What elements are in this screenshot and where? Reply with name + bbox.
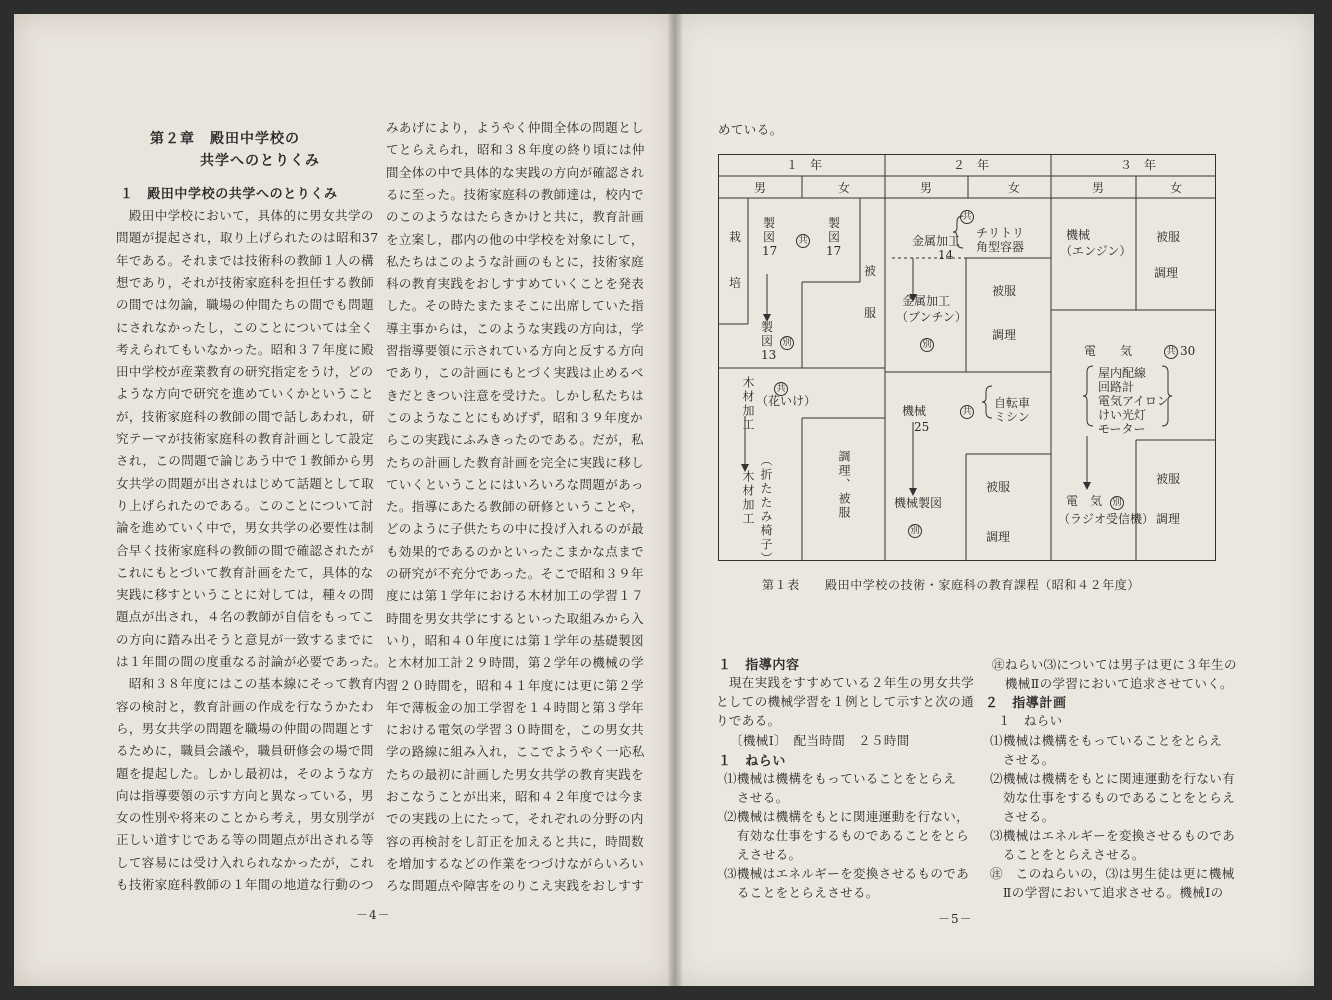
y1-seizu-boy-hours: 17: [762, 244, 778, 258]
text-line: 私たちはこのような計画のもとに，技術家庭: [386, 253, 645, 269]
y1-mokuzai2: 木材加工: [741, 470, 755, 526]
text-line: るに至った。技術家庭科の教師達は，校内で: [386, 186, 645, 202]
text-line: どのように子供たちの中に投げ入れるのが最: [386, 521, 645, 537]
y1-betsu-badge: [780, 334, 794, 350]
text-line: の研究が不充分であった。そこで昭和３９年: [386, 566, 644, 581]
y2-girl-header: 女: [1008, 181, 1021, 195]
y2-kyo2-badge: [960, 403, 974, 419]
text-line: ることをとらえさせる。: [724, 885, 879, 900]
page-number-left: －4－: [356, 908, 391, 922]
y3-kikai: 機械: [1066, 228, 1091, 242]
text-line: 容の検討と，教育計画の作成を行なうかたわ: [116, 698, 375, 714]
right-col2-heading: ２ 指導計画: [985, 696, 1067, 711]
y2-hifuku2: 被服: [986, 480, 1011, 494]
text-line: らこの実践にふみきったのである。だが，私: [386, 432, 645, 448]
text-line: 殿田中学校において，具体的に男女共学の: [116, 208, 374, 223]
text-line: 年で薄板金の加工学習を１４時間と第３学年: [386, 699, 645, 715]
text-line: ⑵機械は機構をもとに関連運動を行ない有: [990, 771, 1236, 786]
text-line: させる。: [724, 790, 789, 805]
text-line: 正しい道すじである等の問題点が出される等: [116, 832, 375, 848]
right-heading-1: １ 指導内容: [718, 658, 800, 673]
text-line: Ⅱの学習において追求させる。機械Ⅰの: [990, 885, 1224, 900]
text-line: いり，昭和４０年度には第１学年の基礎製図: [386, 632, 645, 648]
text-line: の方向に踏み出そうと意見が一致するまでに: [116, 631, 375, 647]
text-line: このようなことにもめげず，昭和３９年度か: [386, 409, 644, 425]
text-line: きだときつい注意を受けた。しかし私たちは: [386, 387, 645, 403]
y1-mokuzai1: 木材加工: [741, 376, 755, 432]
text-line: も効果的であるのかといったこまかな点まで: [386, 543, 645, 559]
text-line: 合早く技術家庭科の教師の間で確認されたが: [116, 542, 375, 558]
y3-item-1: 屋内配線: [1098, 366, 1147, 380]
text-line: 考えられてもいなかった。昭和３７年度に殿: [116, 341, 375, 357]
y2-betsu-badge: [920, 336, 934, 352]
text-line: を立案し，郡内の他の中学校を対象にして，: [386, 231, 644, 247]
chapter-title-line1: 第２章 殿田中学校の: [150, 131, 300, 147]
text-line: での実践の上にたって，それぞれの分野の内: [386, 811, 644, 827]
y1-seizu13-hours: 13: [761, 348, 777, 362]
kikai-line: 〔機械Ⅰ〕 配当時間 ２５時間: [730, 733, 910, 748]
text-line: が，技術家庭科の教師の間で話しあわれ，研: [116, 408, 375, 424]
y1-seizu-boy-1: 製: [763, 216, 776, 230]
text-line: たちの最初に計画した男女共学の教育実践を: [386, 766, 645, 782]
text-line: 習２０時間を，昭和４１年度には更に第２学: [386, 677, 645, 693]
text-line: 現在実践をすすめている２年生の男女共学: [716, 675, 975, 690]
text-line: 科の教育実践をおしすすめていくことを発表: [386, 276, 645, 292]
text-line: も技術家庭科教師の１年間の地道な行動のつ: [116, 877, 375, 892]
year2-header: ２ 年: [953, 158, 990, 172]
text-line: 想であり，それが技術家庭科を担任する教師: [116, 274, 375, 290]
text-line: にされなかったし，このことについては全く: [116, 319, 374, 335]
text-line: して容易には受け入れられなかったが，これ: [116, 854, 375, 870]
chapter-title-line2: 共学へのとりくみ: [200, 153, 320, 169]
y1-hifuku-2: 服: [864, 306, 877, 320]
y1-saibai-top: 栽: [729, 230, 742, 244]
text-line: 間全体の中で具体的な実践の方向が確認され: [386, 164, 645, 180]
y1-seizu-girl-hours: 17: [826, 244, 842, 258]
y3-item-2: 回路計: [1098, 380, 1135, 394]
text-line: みあげにより，ようやく仲間全体の問題とし: [386, 120, 645, 135]
y2-kikai: 機械: [902, 404, 927, 418]
kyo-badge: 共: [774, 382, 788, 396]
right-heading-2: １ ねらい: [718, 754, 787, 769]
text-line: ⑴機械は機構をもっていることをとらえ: [724, 771, 957, 786]
text-line: され，この問題で論じあう中で１教師から男: [116, 453, 375, 469]
continued-line: めている。: [718, 122, 783, 137]
book-gutter: [668, 14, 682, 986]
y1-seizu13-1: 製: [761, 320, 774, 334]
y2-chiritori: チリトリ: [976, 226, 1025, 240]
text-line: と木材加工計２９時間，第２学年の機械の学: [386, 655, 645, 671]
text-line: としての機械学習を１例として示すと次の通: [716, 694, 975, 709]
y2-betsu2-badge: [908, 522, 922, 538]
right-col2-sub: １ ねらい: [998, 713, 1063, 728]
text-line: ㊟ このねらいの，⑶は男生徒は更に機械: [990, 866, 1235, 881]
kyo-badge: 共: [1164, 345, 1178, 359]
text-line: たちの計画した教育計画を完全に実践に移し: [386, 454, 645, 470]
kyo-badge: 共: [960, 210, 974, 224]
y3-radio: （ラジオ受信機）: [1058, 512, 1155, 526]
text-line: ⑶機械はエネルギーを変換させるものであ: [990, 828, 1236, 843]
table-caption: 第１表 殿田中学校の技術・家庭科の教育課程（昭和４２年度）: [762, 578, 1141, 592]
y1-boy-header: 男: [754, 181, 767, 195]
page-number-right: －5－: [938, 912, 973, 926]
y2-jitensha: 自転車: [994, 396, 1031, 410]
y2-boy-header: 男: [920, 181, 933, 195]
text-line: であり，この計画にもとづく実践は止めるべ: [386, 365, 644, 381]
text-line: のこのようなはたらきかけと共に，教育計画: [386, 209, 645, 225]
y3-item-5: モーター: [1098, 422, 1146, 436]
y1-hifuku-1: 被: [864, 264, 877, 278]
text-line: るために，職員会議や，職員研修会の場で問: [116, 743, 374, 759]
text-line: た。指導にあたる教師の研修ということや，: [386, 499, 644, 515]
text-line: ろな問題点や障害をのりこえ実践をおしすす: [386, 878, 645, 894]
text-line: ㊟ねらい⑶については男子は更に３年生の: [992, 657, 1237, 672]
y2-bunchin: （ブンチン）: [896, 310, 967, 324]
y2-kikai-hours: 25: [914, 420, 930, 434]
y1-seizu-boy-2: 図: [763, 230, 776, 244]
y3-item-4: けい光灯: [1098, 408, 1147, 422]
y3-boy-header: 男: [1092, 181, 1105, 195]
text-line: 年である。それまでは技術科の教師１人の構: [116, 252, 375, 268]
betsu-badge: 別: [780, 336, 794, 350]
y2-kikai-seizu: 機械製図: [894, 496, 943, 510]
text-line: は１年間の間の度重なる討論が必要であった。: [116, 654, 387, 669]
y2-kyo-badge: [960, 208, 974, 224]
y3-hifuku2: 被服: [1156, 472, 1181, 486]
text-line: の間では勿論，職場の仲間たちの間でも問題: [116, 297, 375, 313]
y1-oritatami: （折たたみ椅子）: [759, 454, 773, 566]
y1-saibai-bottom: 培: [729, 276, 742, 290]
text-line: 度には第１学年における木材加工の学習１７: [386, 588, 645, 604]
text-line: 究テーマが技術家庭科の教育計画として設定: [116, 431, 375, 446]
y1-girl-header: 女: [838, 181, 851, 195]
y1-seizu-girl-2: 図: [828, 230, 841, 244]
text-line: 論を進めていく中で，男女共学の必要性は制: [116, 520, 374, 536]
y2-chouri: 調理: [992, 328, 1017, 342]
text-line: おこなうことが出来，昭和４２年度では今ま: [386, 789, 645, 804]
betsu-badge: 別: [908, 524, 922, 538]
y1-seizu13-2: 図: [761, 334, 774, 348]
text-line: 向は指導要領の示す方向と異なっている，男: [116, 787, 375, 803]
year3-header: ３ 年: [1120, 158, 1157, 172]
y2-kinzoku2: 金属加工: [902, 294, 951, 308]
text-line: 題を提起した。しかし最初は，そのような方: [116, 765, 375, 781]
text-line: ⑶機械はエネルギーを変換させるものであ: [724, 866, 970, 881]
y3-engine: （エンジン）: [1060, 244, 1132, 258]
text-line: 実践に移すということに対しては，種々の問: [116, 587, 375, 603]
text-line: ⑴機械は機構をもっていることをとらえ: [990, 733, 1223, 748]
text-line: 習指導要領に示されている方向と反する方向: [386, 343, 645, 358]
text-line: 女の性別や将来のことから考え，男女別学が: [116, 810, 375, 826]
y2-kinzoku1-hours: 14: [938, 248, 954, 262]
text-line: 有効な仕事をするものであることをとら: [724, 828, 970, 843]
text-line: えさせる。: [724, 847, 802, 862]
y2-kakugata: 角型容器: [976, 240, 1025, 254]
y3-chouri2: 調理: [1156, 512, 1181, 526]
year1-header: １ 年: [786, 158, 823, 172]
y2-chouri2: 調理: [986, 530, 1011, 544]
text-line: 昭和３８年度にはこの基本線にそって教育内: [116, 676, 387, 692]
text-line: 女共学の問題が出されはじめて話題として取: [116, 475, 375, 491]
y3-girl-header: 女: [1170, 181, 1183, 195]
text-line: ていくということにはいろいろな問題があっ: [386, 476, 644, 492]
y3-item-3: 電気アイロン: [1098, 394, 1169, 408]
betsu-badge: 別: [1110, 496, 1124, 510]
y3-chouri: 調理: [1154, 266, 1179, 280]
y3-denki-hours: 30: [1180, 344, 1196, 358]
text-line: 機械Ⅱの学習において追求させていく。: [992, 676, 1233, 691]
text-line: りである。: [716, 713, 781, 728]
text-line: ⑵機械は機構をもとに関連運動を行ない，: [724, 809, 970, 824]
text-line: 時間を男女共学にするといった取組みから入: [386, 610, 645, 626]
text-line: り上げられたのである。このことについて討: [116, 497, 374, 513]
y1-hanaike: （花いけ）: [756, 394, 817, 408]
y3-denki: 電 気: [1066, 494, 1103, 508]
text-line: ることをとらえさせる。: [990, 847, 1145, 862]
text-line: 効な仕事をするものであることをとらえ: [990, 790, 1236, 805]
y3-hifuku: 被服: [1156, 230, 1181, 244]
text-line: した。その時たまたまそこに出席していた指: [386, 298, 645, 314]
text-line: 導主事からは，このような実践の方向は，学: [386, 320, 645, 336]
text-line: における電気の学習３０時間を，この男女共: [386, 722, 645, 738]
text-line: させる。: [990, 809, 1055, 824]
kyo-badge: 共: [960, 405, 974, 419]
text-line: を増加するなどの作業をつづけながらいろい: [386, 855, 645, 871]
y2-hifuku: 被服: [992, 284, 1017, 298]
text-line: 容の再検討をし訂正を加えると共に，時間数: [386, 833, 645, 849]
text-line: これにもとづいて教育計画をたて，具体的な: [116, 564, 374, 580]
y3-betsu-badge: [1110, 494, 1124, 510]
curriculum-table: [718, 154, 1216, 566]
kyo-badge: 共: [796, 234, 810, 248]
text-line: 田中学校が産業教育の研究指定をうけ，どの: [116, 364, 374, 380]
section-heading: １ 殿田中学校の共学へのとりくみ: [120, 187, 338, 202]
text-line: させる。: [990, 752, 1055, 767]
y2-mishin: ミシン: [994, 410, 1030, 424]
text-line: ような方向で研究を進めていくかということ: [116, 386, 375, 402]
y1-seizu-girl-1: 製: [828, 216, 841, 230]
text-line: ら，男女共学の問題を職場の仲間の問題とす: [116, 720, 375, 736]
text-line: 問題が提起され，取り上げられたのは昭和37: [116, 230, 379, 246]
y3-denki-header: 電 気: [1084, 344, 1133, 358]
text-line: 学の路線に組み入れ，ここでようやく一応私: [386, 744, 645, 760]
y2-kinzoku1: 金属加工: [912, 234, 961, 248]
y1-kyo-badge: [796, 232, 810, 248]
y1-chouri-hifuku: 調理、被服: [837, 450, 851, 520]
text-line: 題点が出され，４名の教師が自信をもってこ: [116, 609, 375, 625]
betsu-badge: 別: [920, 338, 934, 352]
text-line: てとらえられ，昭和３８年度の終り頃には仲: [386, 142, 645, 158]
y3-kyo-badge: [1164, 343, 1178, 359]
